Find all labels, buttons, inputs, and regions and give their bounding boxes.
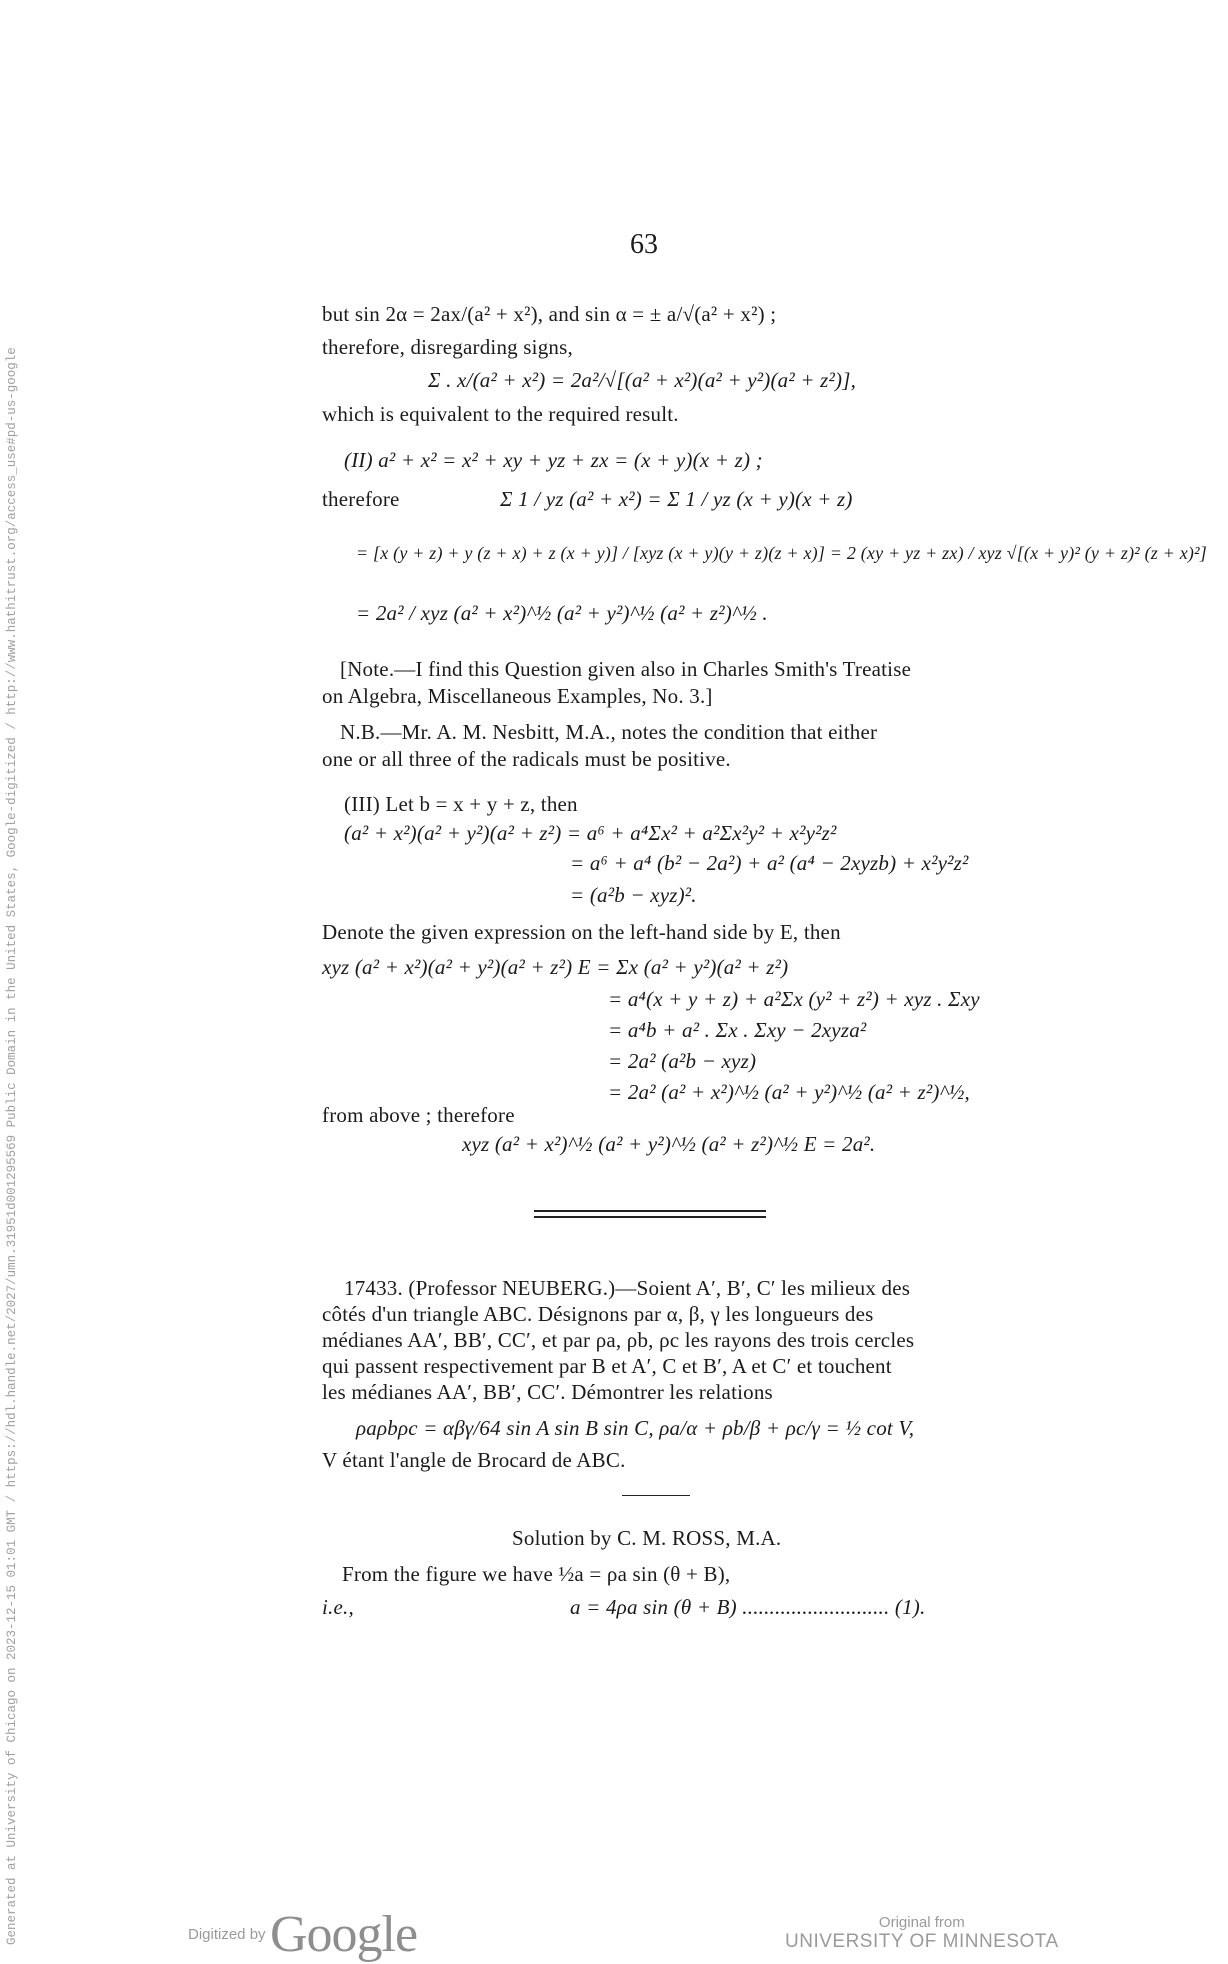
original-from-label: Original from [878,1914,965,1931]
solution-line-1: From the figure we have ½a = ρa sin (θ + B), [342,1562,731,1586]
question-line-3: médianes AA′, BB′, CC′, et par ρa, ρb, ρc les rayons des trois cercles [322,1328,915,1352]
equation-line-3: Σ . x/(a² + x²) = 2a²/√[(a² + x²)(a² + y²)(a² + z²)], [428,368,857,392]
equation-line-6b: Σ 1 / yz (a² + x²) = Σ 1 / yz (x + y)(x + z) [500,487,853,511]
note-line-1: [Note.—I find this Question given also in Charles Smith's Treatise [340,657,912,681]
note-line-2: on Algebra, Miscellaneous Examples, No. 3.] [322,684,713,708]
question-line-6: V étant l'angle de Brocard de ABC. [322,1448,626,1472]
equation-line-8: = 2a² / xyz (a² + x²)^½ (a² + y²)^½ (a² + z²)^½ . [356,601,768,625]
equation-line-22: = 2a² (a² + x²)^½ (a² + y²)^½ (a² + z²)^½, [608,1080,971,1104]
equation-line-15: = a⁶ + a⁴ (b² − 2a²) + a² (a⁴ − 2xyzb) + x²y²z² [570,851,969,875]
question-line-5: les médianes AA′, BB′, CC′. Démontrer les relations [322,1380,773,1404]
text-line-6a: therefore [322,487,400,511]
text-line-23: from above ; therefore [322,1103,515,1127]
page-number: 63 [630,229,658,260]
nb-line-2: one or all three of the radicals must be positive. [322,747,731,771]
question-equation: ρaρbρc = αβγ/64 sin A sin B sin C, ρa/α + ρb/β + ρc/γ = ½ cot V, [356,1416,915,1440]
section-divider-bottom [534,1216,766,1218]
equation-line-5: (II) a² + x² = x² + xy + yz + zx = (x + y)(x + z) ; [344,448,763,472]
side-watermark-text: Generated at University of Chicago on 2023-12-15 01:01 GMT / https://hdl.handle.net/2027/umn.31951d001295569 Public Domain in the United States, Google-digitized / http://www.hathitrust.org/access_use#pd-us-google [5,347,19,1945]
text-line-17: Denote the given expression on the left-hand side by E, then [322,920,841,944]
solution-heading: Solution by C. M. ROSS, M.A. [512,1526,782,1550]
equation-line-24: xyz (a² + x²)^½ (a² + y²)^½ (a² + z²)^½ E = 2a². [462,1132,876,1156]
solution-line-2b: a = 4ρa sin (θ + B) ........................... (1). [570,1595,926,1619]
equation-line-19: = a⁴(x + y + z) + a²Σx (y² + z²) + xyz . Σxy [608,987,980,1011]
question-line-1: 17433. (Professor NEUBERG.)—Soient A′, B′, C′ les milieux des [344,1276,911,1300]
digitized-by-footer [188,1905,417,1964]
equation-line-7: = [x (y + z) + y (z + x) + z (x + y)] / [xyz (x + y)(y + z)(z + x)] = 2 (xy + yz + zx) / xyz √[(x + y)² (y + z)² (z + x)²] [356,543,1207,563]
equation-line-14: (a² + x²)(a² + y²)(a² + z²) = a⁶ + a⁴Σx² + a²Σx²y² + x²y²z² [344,821,837,845]
google-logo: Google [270,1906,418,1963]
equation-line-16: = (a²b − xyz)². [570,883,697,907]
section-divider-top [534,1210,766,1212]
nb-line-1: N.B.—Mr. A. M. Nesbitt, M.A., notes the condition that either [340,720,878,744]
digitized-by-label: Digitized by [188,1926,266,1943]
side-watermark [0,0,50,1959]
part-iii-line: (III) Let b = x + y + z, then [344,792,578,816]
equation-line-18: xyz (a² + x²)(a² + y²)(a² + z²) E = Σx (a² + y²)(a² + z²) [322,955,789,979]
equation-line-21: = 2a² (a²b − xyz) [608,1049,757,1073]
question-line-2: côtés d'un triangle ABC. Désignons par α, β, γ les longueurs des [322,1302,874,1326]
question-line-4: qui passent respectivement par B et A′, C et B′, A et C′ et touchent [322,1354,892,1378]
text-line-2: therefore, disregarding signs, [322,335,573,359]
text-line-1: but sin 2α = 2ax/(a² + x²), and sin α = ± a/√(a² + x²) ; [322,302,777,326]
original-from-footer [785,1914,1059,1953]
university-label: UNIVERSITY OF MINNESOTA [785,1931,1059,1952]
text-line-4: which is equivalent to the required result. [322,402,679,426]
solution-line-2a: i.e., [322,1595,354,1619]
solution-divider [622,1495,690,1496]
equation-line-20: = a⁴b + a² . Σx . Σxy − 2xyza² [608,1018,867,1042]
